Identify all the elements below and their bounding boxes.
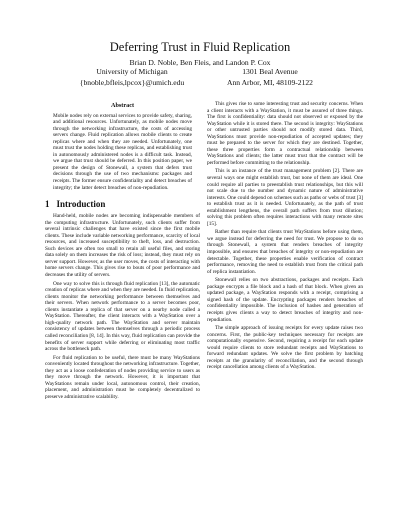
affiliation-city: Ann Arbor, MI, 48109-2122 [227, 77, 313, 87]
right-paragraph-4: Stonewall relies on two abstractions, packages and receipts. Each package encrypts a file block and a hash of that block. When given an updated package, a WayStation responds with a receipt, comprising a signed hash of the update. Encrypting packages renders breaches of confidentiality impossible. The inclusion of hashes and generation of receipts gives clients a way to detect breaches of integrity and non-repudiation. [207, 277, 363, 323]
abstract-paragraph: Mobile nodes rely on external services to provide safety, sharing, and additional resources. Unfortunately, as mobile nodes move through the networking infrastructure, the costs of accessing servers change. Fluid replication allows mobile clients to create replicas where and when they are needed. Unfortunately, one must trust the nodes holding these replicas, and establishing trust in autonomously administered nodes is a difficult task. Instead, we argue that trust should be deferred. In this position paper, we present the design of Stonewall, a system that defers trust decisions through the use of two mechanisms: packages and receipts. The former ensure confidentiality and detect breaches of integrity; the latter detect breaches of non-repudiation. [53, 112, 192, 191]
intro-paragraph-1: Hand-held, mobile nodes are becoming indispensable members of the computing infrastructure. Unfortunately, such clients suffer from several intrinsic challenges that have existed since the first mobile clients. These include variable networking performance, scarcity of local resources, and increased susceptibility to theft, loss, and destruction. Such devices are often too small to retain all useful files, and storing data solely on them increases the risk of loss; instead, they must rely on server support. However, as the user moves, the costs of interacting with home servers change. This gives rise to bouts of poor performance and decreases the utility of servers. [45, 213, 200, 279]
section-title: Introduction [56, 199, 106, 210]
author-emails: {bnoble,bfleis,lpcox}@umich.edu [79, 77, 185, 87]
affiliation-left [62, 67, 202, 88]
intro-paragraph-3: For fluid replication to be useful, there must be many WayStations conveniently located throughout the networking infrastructure. Together, they act as a loose confederation of nodes providing service to users as they move through the network. However, it is important that WayStations remain under local, autonomous control, their creation, placement, and administration must be completely decentralized to preserve administrative scalability. [45, 354, 200, 400]
abstract-text [45, 113, 200, 192]
right-paragraph-5: The simple approach of issuing receipts for every update raises two concerns. First, the public-key techniques necessary for receipts are computationally expensive. Second, requiring a receipt for each update would require clients to store redundant receipts and WayStations to forward redundant updates. We solve the first problem by batching receipts at the granularity of reconciliation, and the second through receipt cancellation among clients of a WayStation. [207, 325, 363, 371]
section-heading-introduction [45, 199, 200, 210]
section-number: 1 [45, 199, 50, 210]
affiliation-right [200, 67, 340, 88]
right-paragraph-2: This is an instance of the trust management problem [2]. There are several ways one might establish trust, but none of them are ideal. One could require all parties to preestablish trust relationships, but this will not scale due to the number and dynamic nature of administrative interests. One could depend on schemes such as paths or webs of trust [3] to establish trust as it is needed. Unfortunately, as the path of trust establishment lengthens, the overall path suffers from trust dilution; solving this problem often requires interactions with many remote sites [15]. [207, 168, 363, 227]
paper-title: Deferring Trust in Fluid Replication [109, 40, 291, 54]
intro-paragraph-2: One way to solve this is through fluid replication [13], the automatic creation of replicas where and when they are needed. In fluid replication, clients monitor the networking performance between themselves and their servers. When network performance to a server becomes poor, clients instantiate a replica of that server on a nearby node called a WayStation. Thereafter, the client interacts with a WayStation over a high-quality network path. The WayStation and server maintain consistency of updates between themselves through a periodic process called reconciliation [8, 14]. In this way, fluid replication can provide the benefits of server support while deferring or eliminating most traffic across the bottleneck path. [45, 280, 200, 353]
abstract-heading: Abstract [110, 102, 135, 109]
left-column [45, 103, 200, 402]
affiliation-street: 1301 Beal Avenue [242, 67, 298, 76]
right-paragraph-3: Rather than require that clients trust WayStations before using them, we argue instead for deferring the need for trust. We propose to do so through Stonewall, a system that renders breaches of integrity impossible, and ensures that breaches of integrity or non-repudiation are detectable. Together, these properties enable verification of contract performance, removing the need to establish trust from the critical path of replica instantiation. [207, 229, 363, 275]
right-column [207, 101, 363, 373]
right-paragraph-1: This gives rise to some interesting trust and security concerns. When a client interacts with a WayStation, it must be assured of three things. The first is confidentiality: data should not observed or exposed by the WayStation while it is stored there. The second is integrity: WayStations or other untrusted parties should not modify stored data. Third, WayStations must provide non-repudiation of accepted updates; they must be prepared to the server for which they are destined. Together, these three properties form a contractual relationship between WayStations and clients; the latter must trust that the contract will be performed before committing to the relationship. [207, 101, 363, 166]
affiliation-university: University of Michigan [96, 67, 168, 76]
author-list: Brian D. Noble, Ben Fleis, and Landon P. Cox [129, 58, 271, 67]
